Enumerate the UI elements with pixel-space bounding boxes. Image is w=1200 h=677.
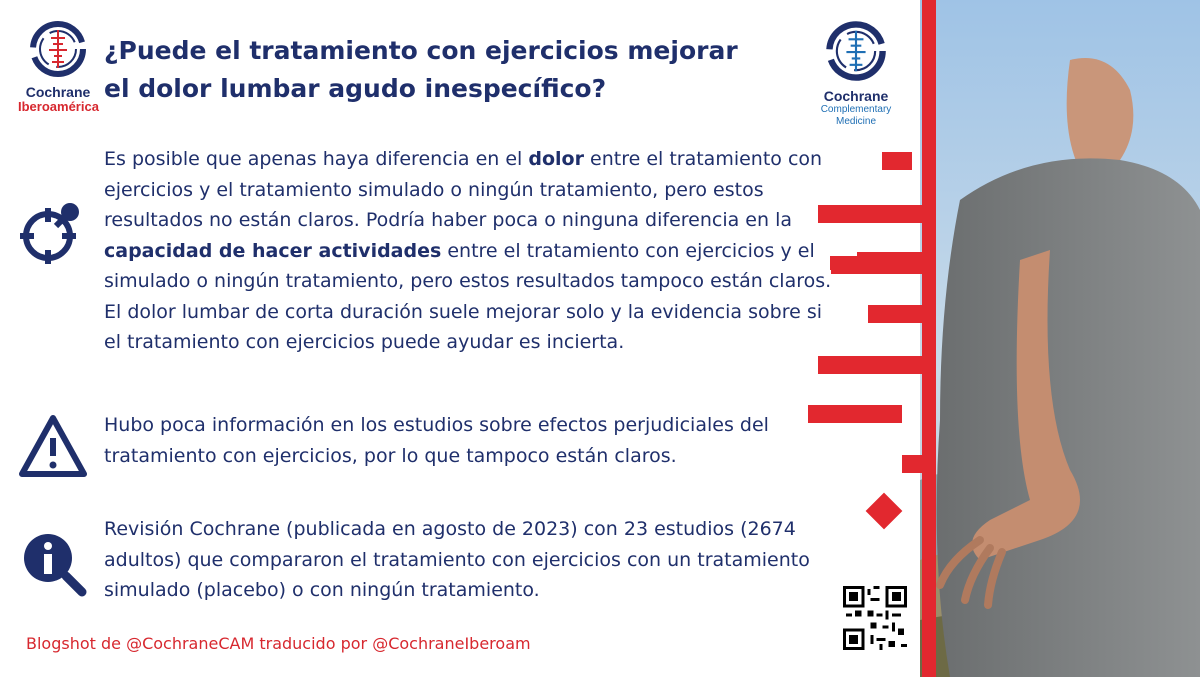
logo-left-sub: Iberoamérica xyxy=(18,99,99,114)
page-title xyxy=(104,32,784,108)
findings-text-a: Es posible que apenas haya diferencia en el xyxy=(104,148,529,170)
red-bar xyxy=(808,405,902,423)
red-diamond xyxy=(866,493,903,530)
red-bar xyxy=(831,256,936,274)
logo-right-name: Cochrane xyxy=(823,88,889,104)
cochrane-logo-icon xyxy=(823,18,889,84)
title-line-1: ¿Puede el tratamiento con ejercicios mejorar xyxy=(104,36,738,65)
qr-code-icon[interactable] xyxy=(843,586,907,650)
findings-text-c: entre el tratamiento con ejercicios y el tratamiento simulado o ningún tratamiento, pero estos resultados no están claros. Podría haber poca o ninguna diferencia en la xyxy=(104,148,823,231)
cochrane-logo-icon xyxy=(27,18,89,80)
findings-bold-pain: dolor xyxy=(528,148,584,170)
photo-illustration xyxy=(920,0,1200,677)
red-bar xyxy=(868,305,936,323)
info-paragraph: Revisión Cochrane (publicada en agosto de 2023) con 23 estudios (2674 adultos) que compararon el tratamiento con ejercicios con un tratamiento simulado (placebo) o con ningún tratamiento. xyxy=(104,518,810,601)
info-magnifier-icon xyxy=(18,528,88,598)
red-bar xyxy=(818,356,936,374)
red-vertical-stripe xyxy=(922,0,936,677)
back-pain-photo xyxy=(920,0,1200,677)
warning-icon xyxy=(18,412,88,482)
target-magnifier-icon xyxy=(18,198,88,268)
footer-credit: Blogshot de @CochraneCAM traducido por @CochraneIberoam xyxy=(26,634,531,653)
findings-paragraph xyxy=(104,144,834,358)
logo-right-sub: Complementary Medicine xyxy=(820,104,892,127)
findings-text-e: entre el tratamiento con ejercicios y el simulado o ningún tratamiento, pero estos resultados tampoco están claros. El dolor lumbar de corta duración suele mejorar solo y la evidencia sobre si el tratamiento con ejercicios puede ayudar es incierta. xyxy=(104,239,832,353)
findings-bold-activities: capacidad de hacer actividades xyxy=(104,239,442,262)
harms-paragraph: Hubo poca información en los estudios sobre efectos perjudiciales del tratamiento con ejercicios, por lo que tampoco están claros. xyxy=(104,414,769,467)
red-bar xyxy=(818,205,936,223)
red-bar xyxy=(902,455,936,473)
red-bar xyxy=(882,152,912,170)
logo-left-name: Cochrane xyxy=(25,84,91,100)
cochrane-iberoamerica-logo xyxy=(18,18,98,114)
title-line-2: el dolor lumbar agudo inespecífico? xyxy=(104,74,607,103)
cochrane-cam-logo xyxy=(800,18,912,128)
